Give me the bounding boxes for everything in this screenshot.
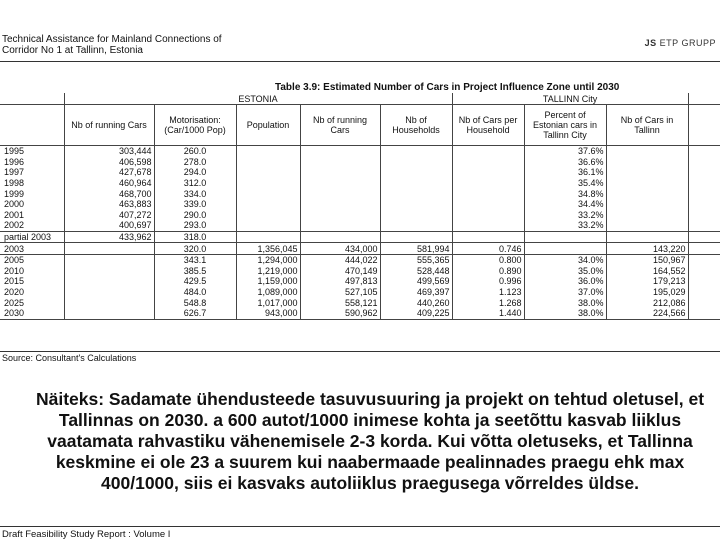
empty-cell	[688, 157, 720, 168]
empty-cell	[688, 276, 720, 287]
table-cell	[300, 220, 380, 231]
table-cell: 150,967	[606, 254, 688, 265]
group-tallinn: TALLINN City	[452, 93, 688, 105]
table-cell: 290.0	[154, 210, 236, 221]
empty-cell	[688, 243, 720, 255]
table-cell: 1,017,000	[236, 297, 300, 308]
table-cell: 1,219,000	[236, 266, 300, 277]
table-cell: 343.1	[154, 254, 236, 265]
table-cell	[64, 287, 154, 298]
table-cell: 143,220	[606, 243, 688, 255]
table-cell	[236, 188, 300, 199]
table-title: Table 3.9: Estimated Number of Cars in Project Influence Zone until 2030	[275, 82, 620, 93]
table-cell: 36.6%	[524, 157, 606, 168]
table-cell: 38.0%	[524, 297, 606, 308]
col-header: Percent of Estonian cars in Tallinn City	[524, 105, 606, 146]
table-cell	[380, 167, 452, 178]
table-cell	[606, 157, 688, 168]
table-cell	[380, 157, 452, 168]
row-year-cell: partial 2003	[0, 231, 64, 243]
logo-text: ETP GRUPP	[659, 38, 716, 48]
table-cell: 1,356,045	[236, 243, 300, 255]
table-cell: 33.2%	[524, 220, 606, 231]
company-logo	[645, 38, 716, 48]
table-row	[0, 210, 720, 221]
table-cell: 463,883	[64, 199, 154, 210]
table-cell	[452, 231, 524, 243]
table-row	[0, 254, 720, 265]
header-rule	[0, 61, 720, 62]
row-year-cell: 2020	[4, 287, 25, 298]
table-cell: 427,678	[64, 167, 154, 178]
table-row	[0, 243, 720, 255]
table-cell	[452, 188, 524, 199]
table-row	[0, 297, 720, 308]
table-bottom-rule	[0, 351, 720, 352]
footer-rule	[0, 526, 720, 527]
table-cell: 1,159,000	[236, 276, 300, 287]
table-cell: 385.5	[154, 266, 236, 277]
cars-table	[0, 93, 720, 320]
row-year-cell: 2001	[4, 209, 25, 220]
document-header	[2, 34, 222, 56]
empty-cell	[688, 199, 720, 210]
table-cell	[380, 178, 452, 189]
table-cell	[606, 178, 688, 189]
table-cell: 38.0%	[524, 308, 606, 319]
table-cell	[300, 178, 380, 189]
table-cell	[300, 231, 380, 243]
table-cell: 1.440	[452, 308, 524, 319]
table-cell: 555,365	[380, 254, 452, 265]
table-cell: 294.0	[154, 167, 236, 178]
table-cell	[236, 220, 300, 231]
table-cell: 0.996	[452, 276, 524, 287]
table-cell: 0.746	[452, 243, 524, 255]
table-cell: 444,022	[300, 254, 380, 265]
table-cell: 35.4%	[524, 178, 606, 189]
table-cell	[606, 210, 688, 221]
row-year-cell: 2003	[0, 243, 64, 255]
table-cell	[64, 254, 154, 265]
table-cell	[452, 178, 524, 189]
table-cell	[300, 157, 380, 168]
col-header: Nb of running Cars	[64, 105, 154, 146]
table-cell	[380, 231, 452, 243]
table-cell	[452, 210, 524, 221]
table-row	[0, 308, 720, 319]
table-cell: 195,029	[606, 287, 688, 298]
table-cell: 212,086	[606, 297, 688, 308]
table-row	[0, 157, 720, 168]
table-cell	[606, 188, 688, 199]
header-line-1: Technical Assistance for Mainland Connections of	[2, 34, 222, 45]
table-cell	[606, 167, 688, 178]
table-cell: 37.0%	[524, 287, 606, 298]
col-header: Population	[236, 105, 300, 146]
table-cell: 407,272	[64, 210, 154, 221]
table-row	[0, 188, 720, 199]
table-cell: 1.268	[452, 297, 524, 308]
col-header: Nb of Cars per Household	[452, 105, 524, 146]
table-cell: 318.0	[154, 231, 236, 243]
row-year-cell: 1995	[4, 146, 25, 157]
table-row	[0, 266, 720, 277]
table-cell: 558,121	[300, 297, 380, 308]
table-cell: 590,962	[300, 308, 380, 319]
table-cell: 34.4%	[524, 199, 606, 210]
table-cell	[236, 210, 300, 221]
table-cell: 400,697	[64, 220, 154, 231]
table-row	[0, 231, 720, 243]
row-year-cell: 2010	[4, 265, 25, 276]
footer-text: Draft Feasibility Study Report : Volume I	[2, 529, 171, 540]
empty-cell	[688, 231, 720, 243]
group-estonia: ESTONIA	[64, 93, 452, 105]
row-year-cell: 2030	[0, 308, 64, 319]
empty-cell	[688, 220, 720, 231]
empty-cell	[688, 210, 720, 221]
table-cell: 440,260	[380, 297, 452, 308]
table-cell: 484.0	[154, 287, 236, 298]
table-cell: 320.0	[154, 243, 236, 255]
table-cell: 312.0	[154, 178, 236, 189]
table-cell	[452, 199, 524, 210]
row-year-cell: 1996	[4, 156, 25, 167]
table-row	[0, 287, 720, 298]
empty-cell	[688, 308, 720, 319]
empty-cell	[688, 266, 720, 277]
table-cell: 224,566	[606, 308, 688, 319]
table-cell	[452, 220, 524, 231]
table-cell: 1.123	[452, 287, 524, 298]
commentary-text: Näiteks: Sadamate ühendusteede tasuvusuuring ja projekt on tehtud oletusel, et Tallinnas on 2030. a 600 autot/1000 inimese kohta ja seetõttu kasvab liiklus vaatamata rahvastiku vähenemisele 2-3 korda. Kui võtta oletuseks, et Tallinna keskmine ei ole 23 a suurem kui naabermaade pealinnades praegu ehk max 400/1000, siis ei kasvaks autoliiklus praegusega võrreldes üldse.	[35, 389, 705, 493]
table-cell: 37.6%	[524, 146, 606, 157]
row-year-cell: 2015	[4, 276, 25, 287]
table-cell: 581,994	[380, 243, 452, 255]
table-cell	[64, 276, 154, 287]
col-header: Nb of running Cars	[300, 105, 380, 146]
table-cell: 626.7	[154, 308, 236, 319]
table-cell	[64, 297, 154, 308]
table-cell	[300, 199, 380, 210]
empty-cell	[688, 167, 720, 178]
table-cell	[236, 157, 300, 168]
table-cell: 1,294,000	[236, 254, 300, 265]
table-cell	[606, 231, 688, 243]
table-cell: 33.2%	[524, 210, 606, 221]
table-cell	[300, 146, 380, 157]
table-cell: 497,813	[300, 276, 380, 287]
table-cell	[300, 210, 380, 221]
table-cell: 0.800	[452, 254, 524, 265]
empty-cell	[688, 188, 720, 199]
table-cell: 527,105	[300, 287, 380, 298]
table-row	[0, 199, 720, 210]
table-cell: 434,000	[300, 243, 380, 255]
table-cell: 34.8%	[524, 188, 606, 199]
table-cell: 179,213	[606, 276, 688, 287]
table-cell	[606, 220, 688, 231]
table-cell: 469,397	[380, 287, 452, 298]
table-cell: 433,962	[64, 231, 154, 243]
table-cell	[236, 146, 300, 157]
logo-mark: JS	[644, 38, 657, 48]
table-cell	[236, 178, 300, 189]
table-cell	[236, 231, 300, 243]
table-cell	[380, 210, 452, 221]
table-row	[0, 276, 720, 287]
table-cell: 35.0%	[524, 266, 606, 277]
table-cell: 429.5	[154, 276, 236, 287]
empty-cell	[688, 254, 720, 265]
table-cell	[524, 243, 606, 255]
table-cell	[452, 157, 524, 168]
table-cell	[64, 243, 154, 255]
row-year-cell: 1999	[4, 188, 25, 199]
empty-cell	[688, 297, 720, 308]
table-cell	[380, 199, 452, 210]
table-cell	[300, 188, 380, 199]
table-cell: 164,552	[606, 266, 688, 277]
table-cell	[236, 199, 300, 210]
col-header: Nb of Cars in Tallinn	[606, 105, 688, 146]
row-year-cell: 1997	[4, 167, 25, 178]
table-cell: 36.1%	[524, 167, 606, 178]
row-year-cell: 2005	[0, 254, 64, 265]
table-cell	[524, 231, 606, 243]
table-cell	[64, 308, 154, 319]
table-cell: 468,700	[64, 188, 154, 199]
table-cell: 34.0%	[524, 254, 606, 265]
table-cell: 334.0	[154, 188, 236, 199]
table-cell: 260.0	[154, 146, 236, 157]
table-row	[0, 178, 720, 189]
table-cell: 278.0	[154, 157, 236, 168]
header-line-2: Corridor No 1 at Tallinn, Estonia	[2, 45, 143, 56]
empty-cell	[688, 287, 720, 298]
table-cell: 293.0	[154, 220, 236, 231]
table-cell: 499,569	[380, 276, 452, 287]
table-cell: 943,000	[236, 308, 300, 319]
table-cell: 406,598	[64, 157, 154, 168]
table-row	[0, 167, 720, 178]
table-cell	[300, 167, 380, 178]
table-cell: 409,225	[380, 308, 452, 319]
table-cell	[606, 199, 688, 210]
row-year-cell: 1998	[4, 178, 25, 189]
empty-cell	[688, 178, 720, 189]
table-cell	[452, 146, 524, 157]
table-cell: 1,089,000	[236, 287, 300, 298]
source-note: Source: Consultant's Calculations	[2, 353, 137, 363]
table-cell: 470,149	[300, 266, 380, 277]
empty-cell	[688, 146, 720, 157]
row-year-cell: 2000	[4, 199, 25, 210]
table-cell: 0.890	[452, 266, 524, 277]
table-row	[0, 220, 720, 231]
table-cell	[64, 266, 154, 277]
row-year-cell: 2025	[4, 297, 25, 308]
table-cell	[380, 188, 452, 199]
col-header: Motorisation: (Car/1000 Pop)	[154, 105, 236, 146]
table-row	[0, 146, 720, 157]
table-cell	[606, 146, 688, 157]
table-cell	[452, 167, 524, 178]
table-cell	[380, 220, 452, 231]
table-cell: 36.0%	[524, 276, 606, 287]
table-cell	[380, 146, 452, 157]
col-header: Nb of Households	[380, 105, 452, 146]
table-cell: 303,444	[64, 146, 154, 157]
row-year-cell: 2002	[4, 220, 25, 231]
table-cell	[236, 167, 300, 178]
table-cell: 528,448	[380, 266, 452, 277]
table-cell: 339.0	[154, 199, 236, 210]
table-cell: 548.8	[154, 297, 236, 308]
table-cell: 460,964	[64, 178, 154, 189]
